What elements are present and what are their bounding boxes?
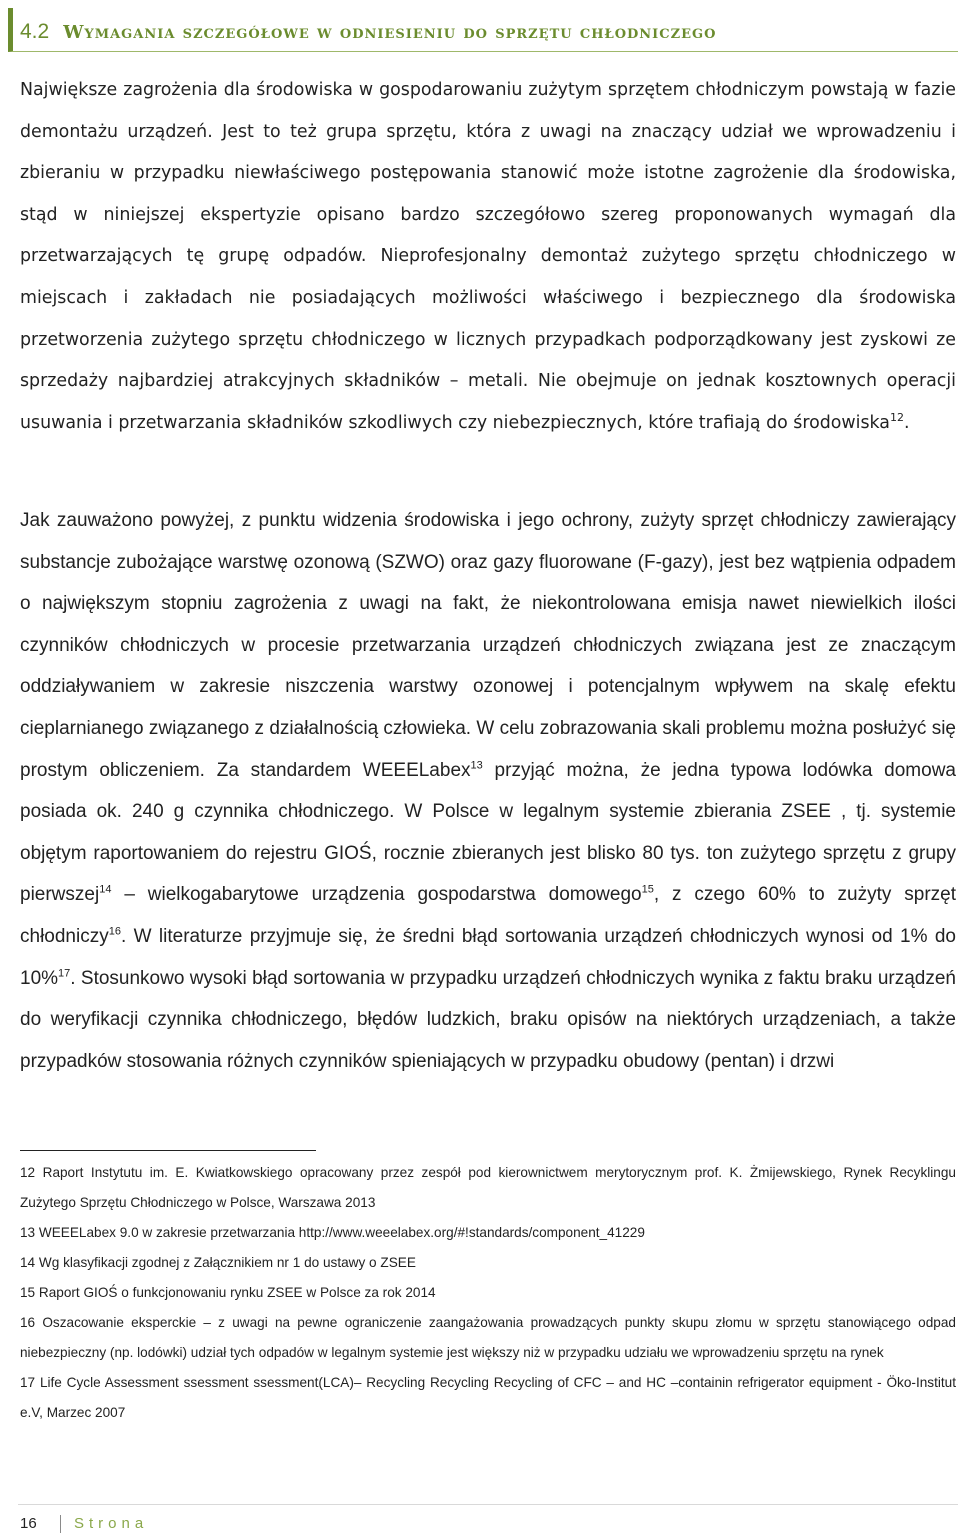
- footnote-15: 15 Raport GIOŚ o funkcjonowaniu rynku ZSEE w Polsce za rok 2014: [20, 1285, 436, 1300]
- footnote-ref-17[interactable]: 17: [58, 967, 71, 980]
- page-number: 16: [20, 1515, 37, 1532]
- footnote-13: 13 WEEELabex 9.0 w zakresie przetwarzania http://www.weeelabex.org/#!standards/component_41229: [20, 1225, 645, 1240]
- footnote-ref-16[interactable]: 16: [108, 925, 121, 938]
- paragraph-2-part-4: , z czego 60% to zużyty sprzęt chłodniczy: [20, 884, 956, 947]
- paragraph-1: [20, 70, 956, 444]
- paragraph-1-end: .: [903, 412, 910, 433]
- section-number: 4.2: [20, 20, 50, 43]
- footer-divider: [60, 1515, 61, 1533]
- footnote-ref-12[interactable]: 12: [889, 410, 904, 424]
- footnote-ref-13[interactable]: 13: [470, 759, 483, 772]
- paragraph-2-part-2: przyjąć można, że jedna typowa lodówka domowa posiada ok. 240 g czynnika chłodniczego. W Polsce w legalnym systemie zbierania ZSEE , tj. systemie objętym raportowaniem do rejestru GIOŚ, rocznie zbieranych jest blisko 80 tys. ton zużytego sprzętu z grupy pierwszej: [20, 759, 956, 906]
- footnote-16: 16 Oszacowanie eksperckie – z uwagi na pewne ograniczenie zaangażowania prowadzących punkty skupu złomu w sprzętu stanowiącego odpad niebezpieczny (np. lodówki) udział tych odpadów w legalnym systemie jest większy niż w przypadku udziału we wprowadzeniu sprzętu na rynek: [20, 1315, 956, 1360]
- footnote-separator: [20, 1150, 316, 1151]
- paragraph-2: [20, 500, 956, 1082]
- footnote-ref-14[interactable]: 14: [99, 884, 112, 897]
- paragraph-1-text: Największe zagrożenia dla środowiska w gospodarowaniu zużytym sprzętem chłodniczym powstają w fazie demontażu urządzeń. Jest to też grupa sprzętu, która z uwagi na znaczący udział we wprowadzeniu i zbieraniu w przypadku niewłaściwego postępowania stanowić może istotne zagrożenie dla środowiska, stąd w niniejszej ekspertyzie opisano bardzo szczegółowo szereg proponowanych wymagań dla przetwarzających tę grupę odpadów. Nieprofesjonalny demontaż zużytego sprzętu chłodniczego w miejscach i zakładach nie posiadających możliwości właściwego i bezpiecznego dla środowiska przetworzenia zużytego sprzętu chłodniczego w licznych przypadkach podporządkowany jest zyskowi ze sprzedaży najbardziej atrakcyjnych składników – metali. Nie obejmuje on jednak kosztownych operacji usuwania i przetwarzania składników szkodliwych czy niebezpiecznych, które trafiają do środowiska: [20, 80, 956, 433]
- paragraph-2-part-3: – wielkogabarytowe urządzenia gospodarstwa domowego: [111, 884, 642, 906]
- paragraph-2-part-5: . W literaturze przyjmuje się, że średni błąd sortowania urządzeń chłodniczych wynosi od 1% do 10%: [20, 925, 956, 989]
- footnote-ref-15[interactable]: 15: [641, 884, 654, 897]
- footnote-17: 17 Life Cycle Assessment ssessment ssessment(LCA)– Recycling Recycling Recycling of CFC – and HC –containin refrigerator equipment - Öko-Institut e.V, Marzec 2007: [20, 1375, 956, 1420]
- paragraph-2-part-6: . Stosunkowo wysoki błąd sortowania w przypadku urządzeń chłodniczych wynika z faktu braku urządzeń do weryfikacji czynnika chłodniczego, błędów ludzkich, braku opisów na niektórych urządzeniach, a także przypadków stosowania różnych czynników spieniających w przypadku obudowy (pentan) i drzwi: [20, 967, 956, 1072]
- page-label: Strona: [74, 1515, 149, 1532]
- page-footer: [18, 1504, 958, 1539]
- paragraph-2-part-1: Jak zauważono powyżej, z punktu widzenia środowiska i jego ochrony, zużyty sprzęt chłodniczy zawierający substancje zubożające warstwę ozonową (SZWO) oraz gazy fluorowane (F-gazy), jest bez wątpienia odpadem o największym stopniu zagrożenia z uwagi na fakt, że niekontrolowana emisja nawet niewielkich ilości czynników chłodniczych w procesie przetwarzania urządzeń chłodniczych związana jest ze znaczącym oddziaływaniem w zakresie niszczenia warstwy ozonowej i potencjalnym wpływem na skalę efektu cieplarnianego związanego z działalnością człowieka. W celu zobrazowania skali problemu można posłużyć się prostym obliczeniem. Za standardem WEEELabex: [20, 510, 956, 781]
- footnote-12: 12 Raport Instytutu im. E. Kwiatkowskiego opracowany przez zespół pod kierownictwem merytorycznym prof. K. Żmijewskiego, Rynek Recyklingu Zużytego Sprzętu Chłodniczego w Polsce, Warszawa 2013: [20, 1165, 956, 1210]
- footnote-14: 14 Wg klasyfikacji zgodnej z Załącznikiem nr 1 do ustawy o ZSEE: [20, 1255, 416, 1270]
- footnotes: [20, 1158, 956, 1428]
- section-heading: [20, 20, 716, 44]
- section-title: Wymagania szczegółowe w odniesieniu do sprzętu chłodniczego: [63, 22, 717, 43]
